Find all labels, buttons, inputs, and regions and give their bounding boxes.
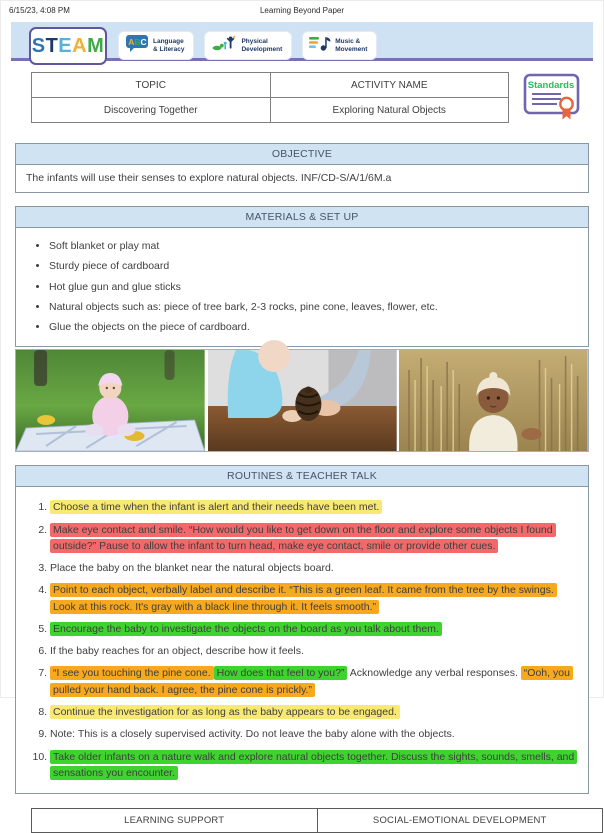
category-badges — [119, 32, 376, 59]
objective-section-title: OBJECTIVE — [16, 144, 588, 165]
learning-support-cell: LEARNING SUPPORT — [32, 809, 318, 833]
highlighted-step-text: How does that feel to you?” — [214, 666, 348, 680]
steam-letter: S — [31, 34, 46, 57]
badge-label-line1: Music & — [335, 37, 361, 45]
svg-text:ABC: ABC — [128, 36, 147, 47]
badge-language-literacy[interactable] — [119, 32, 193, 59]
category-banner — [11, 22, 593, 61]
routine-step — [50, 643, 578, 659]
badge-label-line2: Movement — [335, 45, 368, 53]
badge-label — [153, 38, 184, 54]
objective-text: The infants will use their senses to explore natural objects. INF/CD-S/A/1/6M.a — [16, 165, 588, 192]
badge-label-line1: Language — [153, 37, 184, 45]
table-row — [32, 98, 509, 123]
standards-label: Standards — [527, 80, 575, 91]
badge-music-movement[interactable] — [303, 32, 376, 59]
routines-section — [15, 465, 589, 794]
materials-section — [15, 206, 589, 347]
table-row — [32, 73, 509, 98]
materials-item: • Sturdy piece of cardboard — [49, 259, 578, 274]
routines-list — [26, 499, 578, 781]
badge-label-line2: Development — [241, 45, 283, 53]
routine-step — [50, 560, 578, 576]
highlighted-step-text: Choose a time when the infant is alert and their needs have been met. — [50, 500, 382, 514]
photo-baby-in-tall-grass — [399, 350, 588, 451]
info-row — [15, 72, 589, 130]
routine-step — [50, 499, 578, 515]
social-emotional-development-cell: SOCIAL-EMOTIONAL DEVELOPMENT — [317, 809, 603, 833]
badge-label — [335, 38, 367, 54]
print-timestamp: 6/15/23, 4:08 PM — [9, 6, 70, 15]
highlighted-step-text: Point to each object, verbally label and describe it. “This is a green leaf. It came from the tree by the swings. Look at this rock. It's gray with a black line through it. It feels smooth.” — [50, 583, 557, 613]
active-figures-icon — [211, 34, 237, 57]
highlighted-step-text: “Ooh, you pulled your hand back. I agree, the pine cone is prickly.” — [50, 666, 573, 696]
badge-label-line1: Physical — [241, 37, 268, 45]
print-title: Learning Beyond Paper — [259, 6, 345, 15]
routine-step — [50, 704, 578, 720]
topic-value-cell: Discovering Together — [32, 98, 271, 123]
badge-label — [241, 38, 282, 54]
music-note-icon — [309, 34, 331, 57]
activity-name-value-cell: Exploring Natural Objects — [270, 98, 509, 123]
highlighted-step-text: Continue the investigation for as long as the baby appears to be engaged. — [50, 705, 400, 719]
standards-certificate-icon[interactable] — [523, 73, 581, 130]
routines-section-title: ROUTINES & TEACHER TALK — [16, 466, 588, 487]
routine-step — [50, 726, 578, 742]
steam-letter: T — [45, 34, 59, 57]
highlighted-step-text: Take older infants on a nature walk and explore natural objects together. Discuss the sights, sounds, smells, and sensations you encounter. — [50, 750, 577, 780]
routine-step — [50, 749, 578, 782]
routine-step — [50, 621, 578, 637]
materials-item: • Glue the objects on the piece of cardboard. — [49, 320, 578, 335]
tab-steam[interactable] — [29, 27, 107, 65]
routine-step — [50, 582, 578, 615]
photo-adult-showing-pine-cone-to-child — [208, 350, 397, 451]
highlighted-step-text: Encourage the baby to investigate the objects on the board as you talk about them. — [50, 622, 442, 636]
badge-label-line2: & Literacy — [153, 45, 185, 53]
materials-item: • Hot glue gun and glue sticks — [49, 280, 578, 295]
badge-physical-development[interactable] — [205, 32, 291, 59]
photo-strip — [15, 349, 589, 452]
steam-logo — [32, 35, 105, 58]
topic-activity-table — [31, 72, 509, 123]
step-text: Acknowledge any verbal responses. — [347, 667, 521, 680]
materials-item: • Soft blanket or play mat — [49, 239, 578, 254]
print-header-spacer — [435, 6, 595, 15]
step-text: Note: This is a closely supervised activity. Do not leave the baby alone with the objects. — [50, 728, 455, 741]
materials-list — [36, 239, 578, 335]
steam-letter: A — [72, 34, 88, 57]
highlighted-step-text: “I see you touching the pine cone. — [50, 666, 214, 680]
routine-step — [50, 665, 578, 698]
materials-section-title: MATERIALS & SET UP — [16, 207, 588, 228]
page-content — [15, 72, 589, 833]
topic-header-cell: TOPIC — [32, 73, 271, 98]
step-text: Place the baby on the blanket near the natural objects board. — [50, 562, 334, 575]
step-text: If the baby reaches for an object, describe how it feels. — [50, 645, 304, 658]
materials-item: • Natural objects such as: piece of tree bark, 2-3 rocks, pine cone, leaves, flower, etc. — [49, 300, 578, 315]
steam-letter: M — [87, 34, 105, 57]
steam-letter: E — [58, 34, 73, 57]
activity-name-header-cell: ACTIVITY NAME — [270, 73, 509, 98]
objective-section — [15, 143, 589, 193]
routine-step — [50, 522, 578, 555]
photo-baby-on-blanket-outdoors — [16, 350, 205, 451]
abc-speech-bubble-icon — [125, 34, 149, 58]
print-header — [1, 1, 603, 15]
highlighted-step-text: Make eye contact and smile. “How would you like to get down on the floor and explore some objects I found outside?” Pause to allow the infant to turn head, make eye contact, smile or provide other cues. — [50, 523, 556, 553]
footer-table — [31, 808, 603, 833]
table-row — [32, 809, 603, 833]
